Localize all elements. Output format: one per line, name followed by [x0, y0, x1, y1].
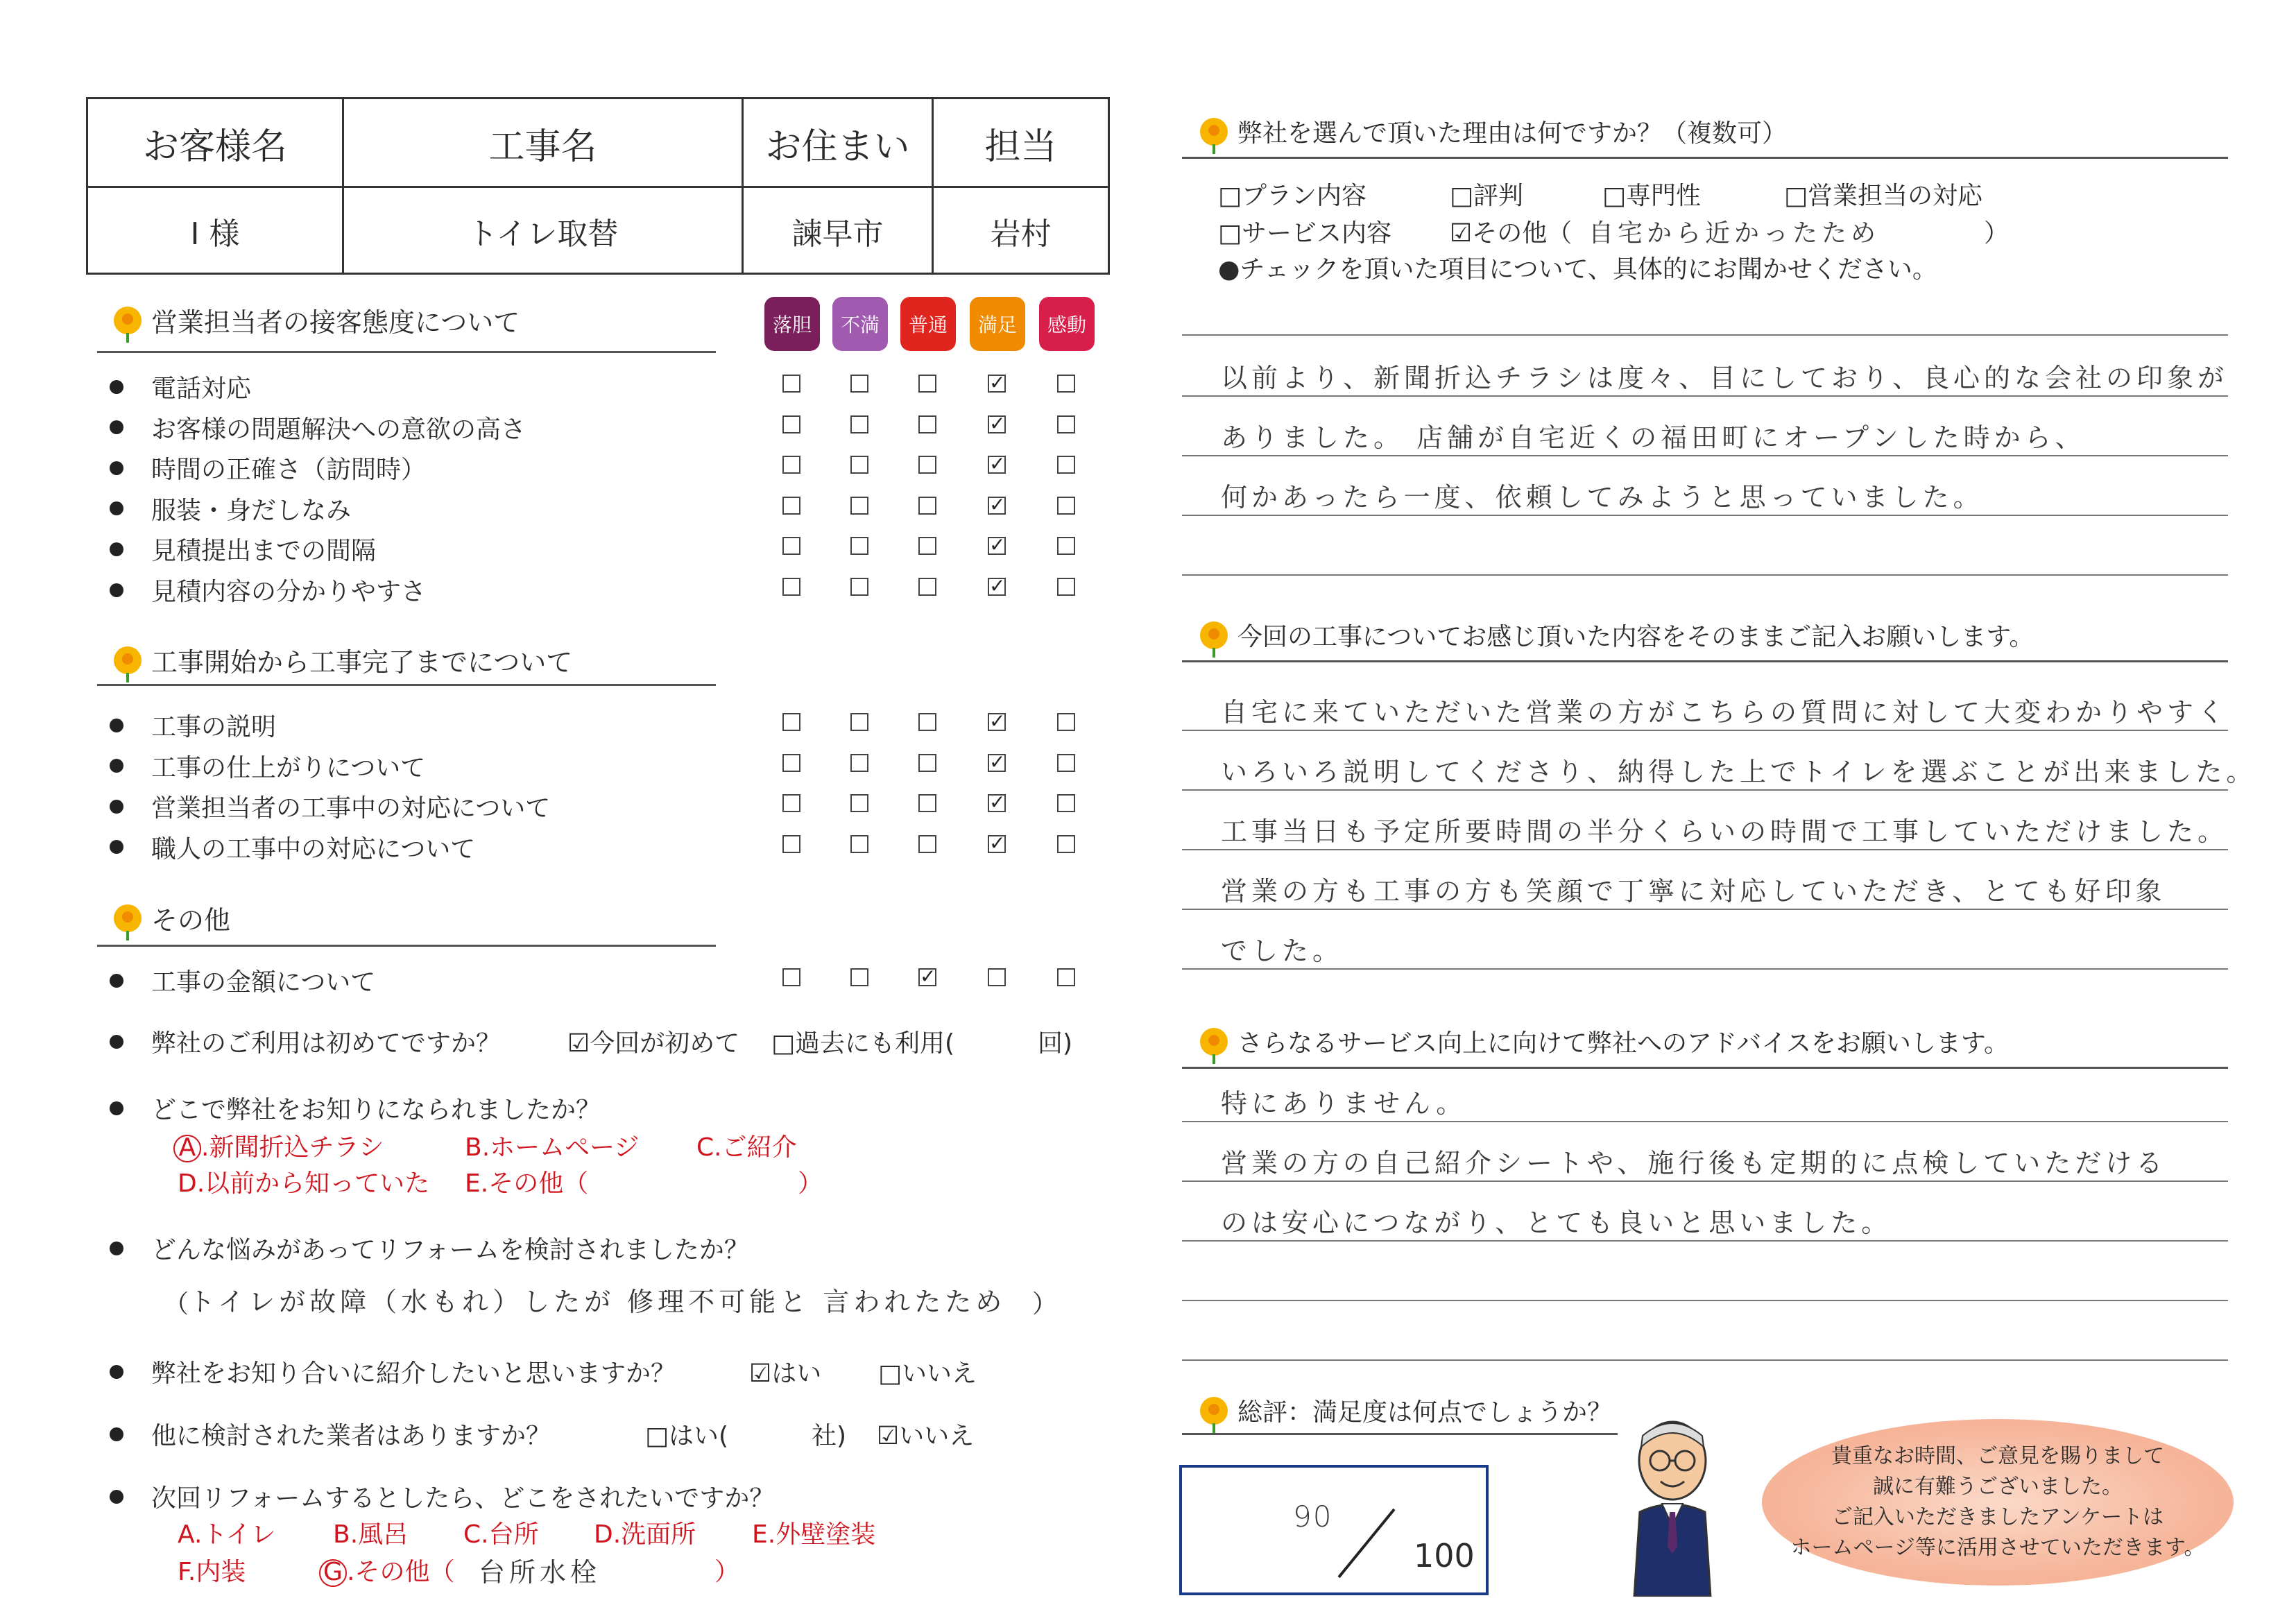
header-residence: お住まい	[765, 126, 910, 168]
bullet-icon	[110, 583, 123, 597]
rating-checkbox[interactable]	[918, 835, 936, 853]
header-construction-name: 工事名	[488, 126, 597, 168]
bullet-icon	[110, 1365, 123, 1379]
rating-checkbox[interactable]	[782, 456, 800, 474]
bullet-icon	[110, 974, 123, 988]
next-reform-option-b[interactable]: B.風呂	[333, 1520, 409, 1549]
rating-checkbox[interactable]	[918, 497, 936, 515]
ruled-line	[1182, 1121, 2228, 1122]
bullet-icon	[110, 840, 123, 854]
reason-option-expertise[interactable]: □専門性	[1602, 182, 1702, 210]
ruled-line	[1182, 1180, 2228, 1182]
how-known-option-d[interactable]: D.以前から知っていた	[178, 1169, 430, 1198]
question-row	[110, 410, 526, 445]
section-impressions-heading: 今回の工事についてお感じ頂いた内容をそのままご記入お願いします。	[1200, 617, 2034, 653]
rating-checkbox[interactable]: ✓	[989, 574, 1006, 597]
ruled-line	[1182, 909, 2228, 910]
question-row	[110, 531, 376, 567]
rating-checkbox[interactable]	[850, 497, 868, 515]
section-other-heading: その他	[114, 899, 230, 937]
rating-badge: 満足	[970, 297, 1025, 351]
rating-checkbox[interactable]: ✓	[989, 452, 1006, 476]
other-vendor-option-no[interactable]: ☑いいえ	[877, 1422, 975, 1450]
ruled-line	[1182, 789, 2228, 791]
rating-checkbox[interactable]	[850, 537, 868, 555]
rating-checkbox[interactable]	[850, 578, 868, 596]
reason-option-plan[interactable]: □プラン内容	[1218, 182, 1367, 210]
next-reform-option-f[interactable]: F.内装	[178, 1558, 246, 1586]
customer-info-table	[86, 97, 1110, 275]
rating-checkbox[interactable]	[782, 835, 800, 853]
rating-checkbox[interactable]: ✓	[989, 831, 1006, 855]
flower-icon	[114, 904, 142, 932]
refer-question: 弊社をお知り合いに紹介したいと思いますか？	[110, 1354, 676, 1389]
bullet-icon	[110, 461, 123, 475]
reason-option-service[interactable]: □サービス内容	[1218, 219, 1392, 248]
first-use-option-past-count: 回)	[1038, 1029, 1073, 1058]
value-customer-name: I 様	[190, 216, 240, 252]
rating-checkbox[interactable]	[1057, 578, 1075, 596]
question-row	[110, 830, 475, 865]
mascot-illustration	[1620, 1415, 1724, 1597]
rating-checkbox[interactable]	[850, 835, 868, 853]
bullet-icon	[110, 719, 123, 732]
flower-icon	[114, 307, 142, 334]
bullet-icon	[110, 800, 123, 814]
ruled-line	[1182, 1300, 2228, 1301]
section-construction-heading: 工事開始から工事完了までについて	[114, 641, 572, 679]
next-reform-option-g[interactable]: G .その他（	[319, 1552, 454, 1588]
trouble-answer: トイレが故障（水もれ）したが 修理不可能と 言われたため	[189, 1287, 1006, 1317]
bullet-icon	[110, 501, 123, 515]
rating-checkbox[interactable]	[850, 794, 868, 812]
ruled-line	[1182, 968, 2228, 970]
score-slash	[1332, 1505, 1401, 1581]
value-construction-name: トイレ取替	[467, 216, 619, 252]
question-label: 工事の仕上がりについて	[151, 753, 426, 782]
question-row	[110, 572, 426, 608]
rating-checkbox[interactable]: ✓	[989, 492, 1006, 516]
rating-checkbox[interactable]	[782, 713, 800, 731]
handwritten-line: 営業の方も工事の方も笑顔で丁寧に対応していただき、とても好印象	[1221, 876, 2166, 907]
rating-badge: 普通	[900, 297, 956, 351]
value-residence: 諫早市	[791, 216, 884, 252]
rating-checkbox[interactable]	[918, 794, 936, 812]
rating-checkbox[interactable]	[988, 968, 1006, 986]
section-overall-heading: 総評：満足度は何点でしょうか？	[1200, 1393, 1612, 1428]
question-row	[110, 450, 426, 486]
rating-checkbox[interactable]	[850, 375, 868, 393]
flower-icon	[1200, 1397, 1228, 1425]
first-use-option-past[interactable]: □過去にも利用(	[771, 1029, 955, 1058]
first-use-option-first[interactable]: ☑今回が初めて	[567, 1029, 740, 1058]
handwritten-line: 何かあったら一度、依頼してみようと思っていました。	[1221, 482, 1984, 513]
reason-option-sales[interactable]: □営業担当の対応	[1784, 182, 1983, 210]
bullet-icon	[110, 380, 123, 394]
rating-checkbox[interactable]	[1057, 835, 1075, 853]
rating-checkbox[interactable]: ✓	[989, 533, 1006, 557]
next-reform-option-d[interactable]: D.洗面所	[594, 1520, 696, 1549]
ruled-line	[1182, 574, 2228, 576]
section-reasons-heading: 弊社を選んで頂いた理由は何ですか？（複数可）	[1200, 114, 1787, 149]
flower-icon	[1200, 621, 1228, 649]
thanks-message: 貴重なお時間、ご意見を賜りまして 誠に有難うございました。 ご記入いただきましたアンケートは ホームページ等に活用させていただきます。	[1762, 1419, 2234, 1586]
trouble-close-paren: ）	[1032, 1290, 1058, 1319]
rating-checkbox[interactable]	[1057, 794, 1075, 812]
question-row	[110, 963, 375, 998]
handwritten-line: のは安心につながり、とても良いと思いました。	[1221, 1208, 1892, 1238]
rating-checkbox[interactable]	[1057, 754, 1075, 772]
handwritten-line: 営業の方の自己紹介シートや、施行後も定期的に点検していただける	[1221, 1148, 2167, 1178]
question-row	[110, 748, 425, 784]
how-known-option-e-close: ）	[798, 1169, 823, 1198]
ruled-line	[1182, 395, 2228, 397]
rating-checkbox[interactable]	[918, 456, 936, 474]
rating-checkbox[interactable]	[782, 537, 800, 555]
ruled-line	[1182, 515, 2228, 516]
score-max: 100	[1414, 1537, 1475, 1574]
rating-checkbox[interactable]	[1057, 375, 1075, 393]
rating-checkbox[interactable]	[1057, 968, 1075, 986]
bullet-icon	[110, 542, 123, 556]
handwritten-line: でした。	[1221, 936, 1344, 966]
question-label: 時間の正確さ（訪問時）	[151, 456, 427, 485]
flower-icon	[1200, 1028, 1228, 1056]
rating-checkbox[interactable]	[782, 415, 800, 433]
header-staff: 担当	[984, 126, 1057, 168]
bullet-icon	[110, 1242, 123, 1255]
rating-checkbox[interactable]: ✓	[920, 965, 936, 988]
rating-checkbox[interactable]: ✓	[989, 750, 1006, 773]
trouble-question: どんな悩みがあってリフォームを検討されましたか？	[110, 1230, 749, 1266]
other-vendor-question: 他に検討された業者はありますか？	[110, 1416, 551, 1452]
refer-option-yes[interactable]: ☑はい	[749, 1359, 822, 1388]
rating-checkbox[interactable]: ✓	[989, 710, 1006, 732]
question-row	[110, 491, 351, 526]
flower-icon	[114, 646, 142, 674]
refer-option-no[interactable]: □いいえ	[878, 1359, 977, 1388]
rating-checkbox[interactable]	[1057, 415, 1075, 433]
next-reform-option-a[interactable]: A.トイレ	[178, 1520, 276, 1549]
other-vendor-option-yes[interactable]: □はい(	[645, 1422, 729, 1450]
question-label: 営業担当者の工事中の対応について	[151, 794, 551, 823]
rating-checkbox[interactable]	[850, 968, 868, 986]
next-reform-option-g-close: ）	[714, 1558, 740, 1586]
question-row	[110, 707, 276, 743]
how-known-option-e[interactable]: E.その他（	[465, 1169, 589, 1198]
flower-icon	[1200, 118, 1228, 146]
rating-checkbox[interactable]	[1057, 713, 1075, 731]
reason-prompt: ●チェックを頂いた項目について、具体的にお聞かせください。	[1218, 255, 1937, 284]
next-reform-question: 次回リフォームするとしたら、どこをされたいですか？	[110, 1479, 774, 1514]
question-label: お客様の問題解決への意欲の高さ	[151, 415, 526, 444]
question-label: 服装・身だしなみ	[151, 496, 352, 525]
question-label: 見積提出までの間隔	[151, 537, 377, 566]
handwritten-line: 以前より、新聞折込チラシは度々、目にしており、良心的な会社の印象が	[1221, 363, 2229, 393]
bullet-icon	[110, 1035, 123, 1049]
rating-checkbox[interactable]	[782, 794, 800, 812]
rating-checkbox[interactable]	[850, 415, 868, 433]
rating-checkbox[interactable]	[918, 754, 936, 772]
rating-badge: 不満	[832, 297, 888, 351]
handwritten-line: 自宅に来ていただいた営業の方がこちらの質問に対して大変わかりやすく	[1221, 697, 2229, 728]
question-row	[110, 369, 251, 404]
question-label: 工事の金額について	[151, 968, 376, 997]
bullet-icon	[110, 1427, 123, 1441]
rating-checkbox[interactable]	[782, 754, 800, 772]
question-label: 工事の説明	[151, 713, 277, 741]
rating-badge: 落胆	[764, 297, 820, 351]
rating-checkbox[interactable]	[1057, 456, 1075, 474]
rating-checkbox[interactable]	[1057, 497, 1075, 515]
section-advice-heading: さらなるサービス向上に向けて弊社へのアドバイスをお願いします。	[1200, 1024, 2009, 1059]
rating-checkbox[interactable]	[1057, 537, 1075, 555]
rating-checkbox[interactable]: ✓	[989, 411, 1006, 435]
reason-other-answer: 自宅から近かったため	[1588, 219, 1881, 248]
how-known-question: どこで弊社をお知りになられましたか？	[110, 1090, 601, 1126]
bullet-icon	[110, 759, 123, 773]
rating-checkbox[interactable]	[918, 375, 936, 393]
ruled-line	[1182, 1359, 2228, 1361]
next-reform-option-c[interactable]: C.台所	[463, 1520, 539, 1549]
rating-checkbox[interactable]	[918, 415, 936, 433]
rating-badge: 感動	[1039, 297, 1095, 351]
handwritten-line: いろいろ説明してくださり、納得した上でトイレを選ぶことが出来ました。	[1221, 757, 2257, 787]
next-reform-option-e[interactable]: E.外壁塗装	[752, 1520, 876, 1549]
trouble-open-paren: （	[164, 1290, 189, 1319]
bullet-icon	[110, 1490, 123, 1504]
section-attitude-heading: 営業担当者の接客態度について	[114, 301, 520, 339]
rating-checkbox[interactable]	[850, 456, 868, 474]
rating-checkbox[interactable]	[918, 578, 936, 596]
rating-checkbox[interactable]	[782, 578, 800, 596]
first-use-question: 弊社のご利用は初めてですか？	[110, 1024, 501, 1059]
handwritten-line: 工事当日も予定所要時間の半分くらいの時間で工事していただけました。	[1221, 816, 2229, 847]
ruled-line	[1182, 849, 2228, 850]
value-staff: 岩村	[990, 216, 1052, 252]
rating-checkbox[interactable]	[918, 537, 936, 555]
question-label: 職人の工事中の対応について	[151, 834, 476, 864]
header-customer-name: お客様名	[142, 126, 287, 168]
reason-option-reputation[interactable]: □評判	[1450, 182, 1524, 210]
how-known-option-b[interactable]: B.ホームページ	[465, 1133, 640, 1162]
question-label: 見積内容の分かりやすさ	[151, 578, 427, 606]
bullet-icon	[110, 420, 123, 434]
ruled-line	[1182, 455, 2228, 456]
bullet-icon	[110, 1101, 123, 1115]
rating-checkbox[interactable]	[918, 713, 936, 731]
other-vendor-option-yes-count: 社)	[812, 1422, 847, 1450]
rating-checkbox[interactable]: ✓	[989, 371, 1006, 394]
question-label: 電話対応	[151, 375, 252, 403]
how-known-option-c[interactable]: C.ご紹介	[696, 1133, 797, 1162]
rating-checkbox[interactable]	[782, 375, 800, 393]
ruled-line	[1182, 1240, 2228, 1242]
handwritten-line: ありました。 店舗が自宅近くの福田町にオープンした時から、	[1221, 422, 2086, 453]
score-box	[1179, 1465, 1489, 1595]
reason-option-other-close: ）	[1984, 219, 2010, 248]
rating-checkbox[interactable]: ✓	[989, 791, 1006, 814]
rating-checkbox[interactable]	[782, 497, 800, 515]
ruled-line	[1182, 730, 2228, 731]
question-row	[110, 789, 550, 824]
reason-option-other[interactable]: ☑その他（	[1450, 219, 1573, 248]
rating-checkbox[interactable]	[782, 968, 800, 986]
next-reform-other-answer: 台所水栓	[479, 1557, 601, 1588]
handwritten-line: 特にありません。	[1221, 1088, 1467, 1119]
rating-checkbox[interactable]	[850, 713, 868, 731]
rating-checkbox[interactable]	[850, 754, 868, 772]
score-value: 90	[1293, 1500, 1333, 1534]
how-known-option-a[interactable]: A .新聞折込チラシ	[173, 1128, 384, 1163]
